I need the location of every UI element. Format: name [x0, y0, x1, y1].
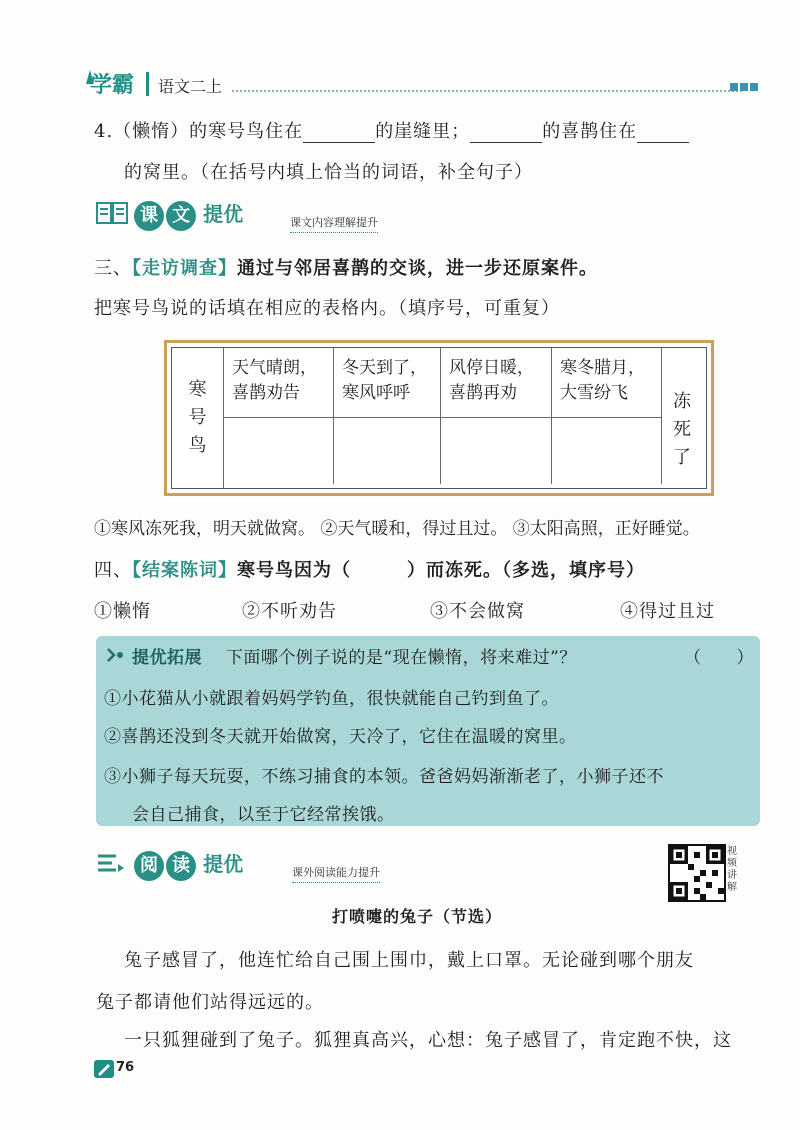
extension-item: ③小狮子每天玩耍，不练习捕食的本领。爸爸妈妈渐渐老了，小狮子还不 — [104, 767, 664, 787]
q4-text-c: 的喜鹊住在 — [542, 121, 638, 142]
header-dotted-line — [232, 90, 742, 92]
reading-paragraph: 一只狐狸碰到了兔子。狐狸真高兴，心想：兔子感冒了，肯定跑不快，这 — [124, 1030, 732, 1051]
q3-instruction: 把寒号鸟说的话填在相应的表格内。（填序号，可重复） — [94, 298, 560, 319]
header-square-icon — [730, 83, 738, 91]
extension-header — [132, 643, 577, 668]
q3-tag: 【走访调查】 — [132, 258, 237, 279]
q3-options: ①寒风冻死我，明天就做窝。 ②天气暖和，得过且过。 ③太阳高照，正好睡觉。 — [94, 519, 700, 539]
q4b-tag: 【结案陈词】 — [132, 560, 237, 581]
header-square-icon — [750, 83, 758, 91]
table-header-cell: 寒冬腊月， 大雪纷飞 — [552, 348, 662, 418]
q4-blank-3[interactable] — [637, 122, 689, 143]
section-kewen-header — [134, 198, 243, 231]
pencil-footer-icon — [94, 1060, 114, 1078]
subject-label: 语文二上 — [158, 77, 223, 96]
reading-title: 打喷嚏的兔子（节选） — [332, 907, 503, 926]
section-kewen-sub: 课文内容理解提升 — [290, 214, 378, 233]
extension-question: 下面哪个例子说的是“现在懒惰，将来难过”？ — [225, 648, 577, 668]
row-label-char: 鸟 — [188, 435, 207, 456]
reading-paragraph: 兔子感冒了，他连忙给自己围上围巾，戴上口罩。无论碰到哪个朋友 — [124, 950, 694, 971]
table-answer-cell[interactable] — [441, 418, 552, 484]
header-divider — [146, 72, 149, 96]
table-answer-cell[interactable] — [552, 418, 662, 484]
table-header-cell: 冬天到了， 寒风呼呼 — [334, 348, 441, 418]
qr-code[interactable] — [668, 844, 726, 902]
extension-item: ①小花猫从小就跟着妈妈学钓鱼，很快就能自己钓到鱼了。 — [104, 689, 559, 709]
header-square-icon — [740, 83, 748, 91]
qr-label: 视频讲解 — [727, 846, 737, 893]
answer-table — [164, 340, 714, 496]
table-answer-cell[interactable] — [224, 418, 334, 484]
extension-answer-paren[interactable]: （ ） — [684, 648, 754, 668]
q4b-option-2: ②不听劝告 — [242, 601, 337, 622]
extension-item: ②喜鹊还没到冬天就开始做窝，天冷了，它住在温暖的窝里。 — [104, 727, 577, 747]
section-char-circle: 文 — [166, 201, 196, 231]
section-char-circle: 读 — [166, 851, 196, 881]
q4-line2: 的窝里。（在括号内填上恰当的词语，补全句子） — [124, 162, 533, 183]
book-icon — [96, 200, 128, 226]
section-char-circle: 课 — [134, 201, 164, 231]
q3-title-text: 通过与邻居喜鹊的交谈，进一步还原案件。 — [237, 258, 598, 279]
extension-label: 提优拓展 — [132, 648, 202, 668]
extension-item: 会自己捕食，以至于它经常挨饿。 — [132, 805, 395, 825]
brand-title: 学霸 — [90, 73, 135, 98]
table-grid — [171, 347, 707, 489]
q4b-option-3: ③不会做窝 — [430, 601, 525, 622]
table-header-cell: 风停日暖， 喜鹊再劝 — [441, 348, 552, 418]
list-icon — [96, 852, 126, 878]
row-label-char: 号 — [188, 407, 207, 428]
q4b-title: 四、【结案陈词】寒号鸟因为（ ）而冻死。（多选，填序号） — [94, 560, 645, 581]
q3-prefix: 三、 — [94, 258, 132, 279]
table-end-label: 冻 死 了 — [673, 391, 691, 468]
reading-paragraph: 兔子都请他们站得远远的。 — [96, 992, 324, 1013]
q3-title — [94, 254, 598, 280]
q4-text-b: 的崖缝里； — [375, 121, 471, 142]
section-yuedu-sub: 课外阅读能力提升 — [292, 864, 380, 883]
q4b-option-4: ④得过且过 — [620, 601, 715, 622]
q4-blank-1[interactable] — [303, 122, 375, 143]
section-word: 提优 — [203, 852, 244, 876]
q4-line1 — [94, 117, 689, 143]
page-number: 76 — [116, 1060, 135, 1075]
table-row-label — [172, 348, 224, 488]
q4-text-a: 4.（懒惰）的寒号鸟住在 — [94, 121, 304, 142]
row-label-char: 寒 — [188, 379, 207, 400]
section-char-circle: 阅 — [134, 851, 164, 881]
section-yuedu-header — [134, 848, 243, 881]
table-answer-cell[interactable] — [334, 418, 441, 484]
q4b-option-1: ①懒惰 — [94, 601, 151, 622]
q4-blank-2[interactable] — [470, 122, 542, 143]
double-chevron-icon — [106, 646, 126, 664]
table-header-cell: 天气晴朗， 喜鹊劝告 — [224, 348, 334, 418]
section-word: 提优 — [203, 202, 244, 226]
